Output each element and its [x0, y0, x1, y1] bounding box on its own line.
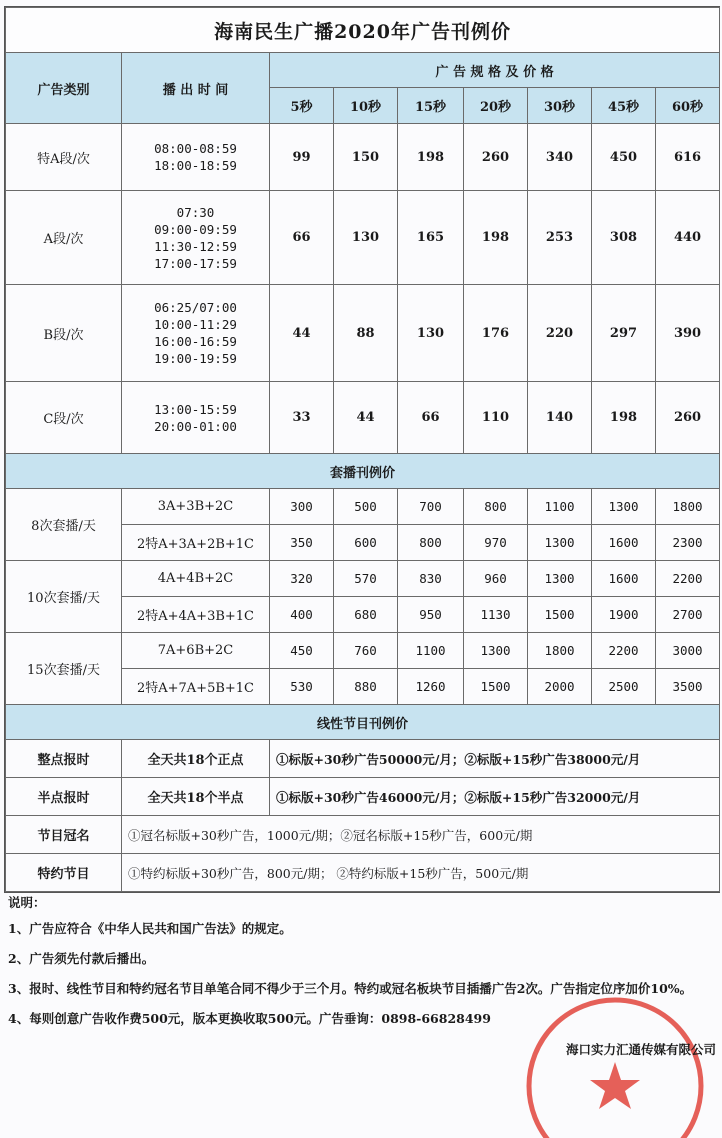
- note-item: 3、报时、线性节目和特约冠名节目单笔合同不得少于三个月。特约或冠名板块节目插播广告2次。广告指定位序加价10%。: [8, 981, 693, 996]
- package-price: 1100: [398, 633, 464, 669]
- package-combo: 2特A+7A+5B+1C: [122, 669, 270, 705]
- price-cell: 33: [270, 382, 334, 454]
- price-cell: 130: [398, 285, 464, 382]
- price-cell: 66: [398, 382, 464, 454]
- price-cell: 176: [464, 285, 528, 382]
- air-times: [122, 191, 270, 285]
- linear-row: [6, 816, 720, 854]
- price-cell: 390: [656, 285, 720, 382]
- linear-text: ①冠名标版+30秒广告，1000元/期；②冠名标版+15秒广告，600元/期: [122, 816, 720, 854]
- price-cell: 88: [334, 285, 398, 382]
- duration-header: 45秒: [592, 88, 656, 124]
- air-time: 07:30: [176, 204, 215, 220]
- package-price: 760: [334, 633, 398, 669]
- package-price: 1600: [592, 525, 656, 561]
- price-cell: 198: [592, 382, 656, 454]
- linear-label: 整点报时: [6, 740, 122, 778]
- header-spec: 广 告 规 格 及 价 格: [270, 53, 720, 88]
- package-label: 8次套播/天: [6, 489, 122, 561]
- duration-header: 10秒: [334, 88, 398, 124]
- linear-row: [6, 854, 720, 892]
- package-price: 450: [270, 633, 334, 669]
- package-price: 1500: [464, 669, 528, 705]
- slot-label: B段/次: [6, 285, 122, 382]
- package-price: 960: [464, 561, 528, 597]
- price-cell: 253: [528, 191, 592, 285]
- package-price: 320: [270, 561, 334, 597]
- price-cell: 44: [270, 285, 334, 382]
- package-price: 680: [334, 597, 398, 633]
- company-name: 海口实力汇通传媒有限公司: [565, 1042, 716, 1057]
- price-cell: 260: [656, 382, 720, 454]
- package-price: 2700: [656, 597, 720, 633]
- rate-row: [6, 124, 720, 191]
- air-times: [122, 285, 270, 382]
- price-cell: 440: [656, 191, 720, 285]
- linear-label: 节目冠名: [6, 816, 122, 854]
- rate-row: [6, 382, 720, 454]
- package-price: 2300: [656, 525, 720, 561]
- note-item: 2、广告须先付款后播出。: [8, 951, 155, 966]
- air-time: 19:00-19:59: [154, 351, 237, 366]
- price-cell: 220: [528, 285, 592, 382]
- price-cell: 198: [464, 191, 528, 285]
- slot-label: A段/次: [6, 191, 122, 285]
- air-time: 18:00-18:59: [154, 158, 237, 173]
- package-section-title: 套播刊例价: [6, 454, 720, 489]
- package-price: 2500: [592, 669, 656, 705]
- package-price: 1600: [592, 561, 656, 597]
- linear-label: 特约节目: [6, 854, 122, 892]
- linear-desc: 全天共18个正点: [122, 740, 270, 778]
- linear-label: 半点报时: [6, 778, 122, 816]
- price-cell: 340: [528, 124, 592, 191]
- price-cell: 297: [592, 285, 656, 382]
- air-time: 10:00-11:29: [154, 317, 237, 332]
- package-price: 970: [464, 525, 528, 561]
- price-cell: 140: [528, 382, 592, 454]
- package-price: 2200: [592, 633, 656, 669]
- air-time: 16:00-16:59: [154, 334, 237, 349]
- rate-row: [6, 191, 720, 285]
- package-label: 15次套播/天: [6, 633, 122, 705]
- price-cell: 44: [334, 382, 398, 454]
- package-price: 530: [270, 669, 334, 705]
- package-combo: 2特A+3A+2B+1C: [122, 525, 270, 561]
- note-item: 1、广告应符合《中华人民共和国广告法》的规定。: [8, 921, 292, 936]
- duration-header: 20秒: [464, 88, 528, 124]
- company-seal: [523, 990, 707, 1138]
- package-price: 1300: [592, 489, 656, 525]
- package-price: 1100: [528, 489, 592, 525]
- package-price: 700: [398, 489, 464, 525]
- package-price: 830: [398, 561, 464, 597]
- air-time: 09:00-09:59: [154, 221, 237, 237]
- package-row: [6, 633, 720, 669]
- package-price: 1800: [528, 633, 592, 669]
- price-cell: 450: [592, 124, 656, 191]
- duration-header: 5秒: [270, 88, 334, 124]
- air-time: 08:00-08:59: [154, 141, 237, 156]
- air-time: 06:25/07:00: [154, 300, 237, 315]
- price-cell: 198: [398, 124, 464, 191]
- air-time: 20:00-01:00: [154, 418, 237, 434]
- package-price: 1900: [592, 597, 656, 633]
- header-category: 广告类别: [6, 53, 122, 124]
- page-title: 海南民生广播2020年广告刊例价: [6, 8, 720, 53]
- package-price: 2200: [656, 561, 720, 597]
- package-price: 3000: [656, 633, 720, 669]
- package-price: 1130: [464, 597, 528, 633]
- package-row: [6, 561, 720, 597]
- package-price: 1800: [656, 489, 720, 525]
- price-cell: 99: [270, 124, 334, 191]
- price-cell: 616: [656, 124, 720, 191]
- linear-row: [6, 740, 720, 778]
- slot-label: 特A段/次: [6, 124, 122, 191]
- slot-label: C段/次: [6, 382, 122, 454]
- package-combo: 4A+4B+2C: [122, 561, 270, 597]
- header-time: 播 出 时 间: [122, 53, 270, 124]
- package-price: 300: [270, 489, 334, 525]
- note-item: 4、每则创意广告收作费500元，版本更换收取500元。广告垂询：0898-66828499: [8, 1011, 491, 1026]
- package-combo: 2特A+4A+3B+1C: [122, 597, 270, 633]
- rate-card: [4, 6, 720, 893]
- package-price: 1300: [528, 561, 592, 597]
- air-time: 11:30-12:59: [154, 238, 237, 254]
- package-label: 10次套播/天: [6, 561, 122, 633]
- linear-row: [6, 778, 720, 816]
- package-combo: 7A+6B+2C: [122, 633, 270, 669]
- package-price: 3500: [656, 669, 720, 705]
- linear-text: ①标版+30秒广告50000元/月；②标版+15秒广告38000元/月: [270, 740, 720, 778]
- package-price: 800: [398, 525, 464, 561]
- package-price: 1300: [464, 633, 528, 669]
- notes-heading: 说明：: [8, 895, 46, 910]
- package-price: 570: [334, 561, 398, 597]
- package-price: 2000: [528, 669, 592, 705]
- package-price: 950: [398, 597, 464, 633]
- package-price: 1300: [528, 525, 592, 561]
- duration-header: 30秒: [528, 88, 592, 124]
- air-time: 17:00-17:59: [154, 255, 237, 271]
- linear-text: ①标版+30秒广告46000元/月；②标版+15秒广告32000元/月: [270, 778, 720, 816]
- air-times: [122, 382, 270, 454]
- price-cell: 66: [270, 191, 334, 285]
- linear-desc: 全天共18个半点: [122, 778, 270, 816]
- price-cell: 165: [398, 191, 464, 285]
- duration-header: 60秒: [656, 88, 720, 124]
- package-price: 350: [270, 525, 334, 561]
- package-price: 880: [334, 669, 398, 705]
- air-times: [122, 124, 270, 191]
- linear-text: ①特约标版+30秒广告，800元/期； ②特约标版+15秒广告，500元/期: [122, 854, 720, 892]
- rate-table: [5, 7, 720, 892]
- package-price: 500: [334, 489, 398, 525]
- price-cell: 308: [592, 191, 656, 285]
- package-row: [6, 489, 720, 525]
- price-cell: 130: [334, 191, 398, 285]
- package-combo: 3A+3B+2C: [122, 489, 270, 525]
- duration-header: 15秒: [398, 88, 464, 124]
- price-cell: 110: [464, 382, 528, 454]
- package-price: 1260: [398, 669, 464, 705]
- package-price: 800: [464, 489, 528, 525]
- linear-section-title: 线性节目刊例价: [6, 705, 720, 740]
- rate-row: [6, 285, 720, 382]
- package-price: 400: [270, 597, 334, 633]
- price-cell: 260: [464, 124, 528, 191]
- price-cell: 150: [334, 124, 398, 191]
- air-time: 13:00-15:59: [154, 401, 237, 417]
- package-price: 600: [334, 525, 398, 561]
- package-price: 1500: [528, 597, 592, 633]
